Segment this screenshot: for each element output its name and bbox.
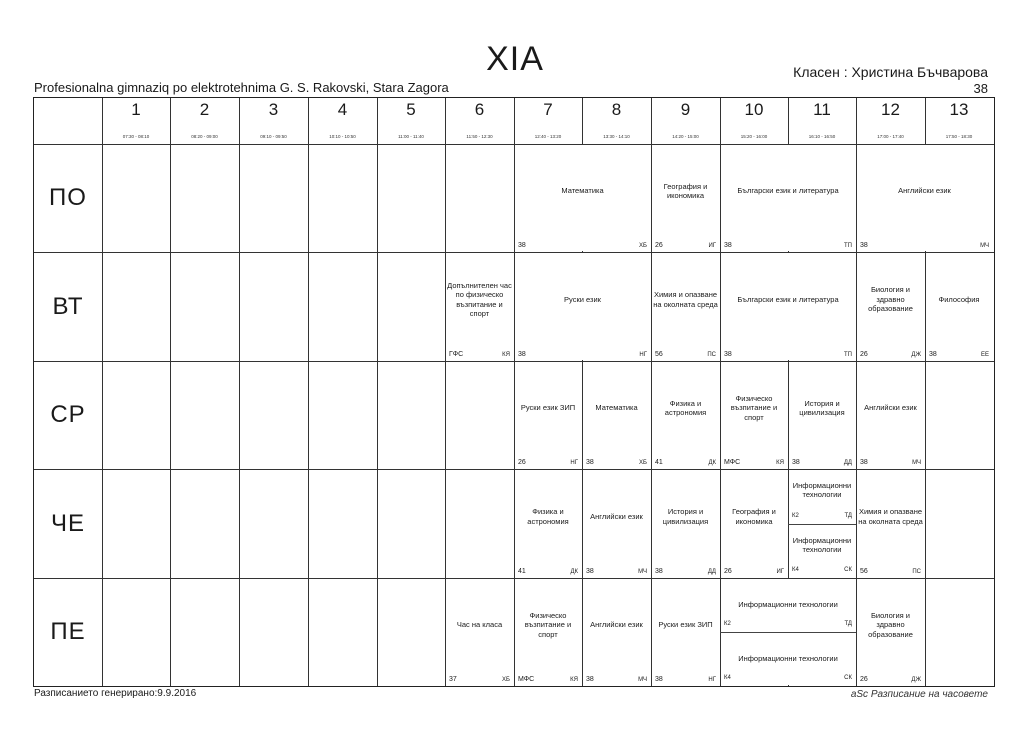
- lesson-teacher: МЧ: [638, 569, 647, 575]
- period-time: 07:30 - 08:10: [122, 134, 150, 139]
- lesson-teacher: ХБ: [639, 460, 647, 466]
- lesson-room: 41: [655, 459, 663, 466]
- split-divider: [720, 632, 856, 633]
- lesson-cell[interactable]: [582, 578, 651, 686]
- lesson-cell[interactable]: [856, 469, 925, 578]
- lesson-room: МФС: [724, 459, 741, 466]
- home-room: 38: [973, 81, 988, 96]
- lesson-cell[interactable]: [514, 578, 582, 686]
- lesson-teacher: ТП: [844, 243, 852, 249]
- period-time: 13:30 - 14:10: [603, 134, 630, 139]
- lesson-teacher: ТП: [844, 352, 852, 358]
- lesson-subject: Физическо възпитание и спорт: [730, 393, 778, 422]
- period-number: 12: [881, 100, 900, 119]
- lesson-room: 38: [586, 459, 594, 466]
- lesson-cell[interactable]: [445, 578, 514, 686]
- lesson-subject: Английски език: [590, 511, 643, 521]
- lesson-room: ГФС: [449, 351, 464, 358]
- lesson-teacher: ДК: [708, 460, 716, 466]
- lesson-cell[interactable]: [720, 578, 856, 686]
- period-number: 4: [337, 100, 348, 119]
- lesson-room: 26: [860, 676, 868, 683]
- day-label: ПЕ: [50, 618, 86, 645]
- lesson-cell[interactable]: [720, 144, 856, 252]
- lesson-subject: Информационни технологии: [738, 600, 838, 609]
- lesson-group: К4: [792, 567, 799, 573]
- lesson-teacher: ХБ: [639, 243, 647, 249]
- lesson-group: К2: [724, 621, 731, 627]
- lesson-subject: Руски език ЗИП: [658, 620, 713, 630]
- lesson-cell[interactable]: [514, 361, 582, 469]
- lesson-group: К4: [724, 675, 731, 681]
- grid-column-line: [239, 98, 240, 686]
- lesson-teacher: ЕЕ: [980, 352, 989, 358]
- lesson-subject: Допълнителен час по физическо възпитание и спорт: [447, 280, 512, 318]
- lesson-room: 38: [655, 568, 663, 575]
- lesson-subject: Биология и здравно образование: [868, 285, 913, 314]
- lesson-teacher: ИГ: [708, 243, 716, 249]
- lesson-cell[interactable]: [651, 578, 720, 686]
- lesson-subject: Информационни технологии: [792, 481, 852, 500]
- lesson-subject: Информационни технологии: [738, 654, 838, 663]
- lesson-teacher: МЧ: [638, 677, 647, 683]
- period-time: 08:20 - 09:00: [191, 134, 218, 139]
- day-label: ЧЕ: [50, 509, 85, 537]
- day-label: СР: [50, 401, 86, 428]
- lesson-room: 38: [860, 242, 868, 249]
- school-name: Profesionalna gimnaziq po elektrotehnima G. S. Rakovski, Stara Zagora: [34, 80, 449, 95]
- lesson-teacher: ДД: [843, 460, 852, 466]
- lesson-teacher: ИГ: [776, 569, 784, 575]
- lesson-teacher: СК: [844, 675, 852, 681]
- period-number: 6: [474, 100, 485, 119]
- lesson-room: 56: [860, 568, 868, 575]
- lesson-room: 38: [518, 351, 526, 358]
- period-number: 1: [131, 100, 141, 119]
- lesson-cell[interactable]: [651, 361, 720, 469]
- lesson-teacher: ПС: [912, 569, 921, 575]
- lesson-room: МФС: [518, 676, 535, 683]
- period-time: 17:50 - 18:30: [945, 134, 973, 139]
- lesson-subject: Английски език: [898, 186, 951, 196]
- period-time: 11:50 - 12:30: [466, 134, 493, 139]
- lesson-teacher: ДЖ: [911, 677, 921, 683]
- lesson-room: 38: [792, 459, 800, 466]
- day-label: ПО: [49, 184, 87, 211]
- lesson-room: 38: [586, 676, 594, 683]
- lesson-teacher: ДЖ: [911, 352, 921, 358]
- lesson-cell[interactable]: [856, 252, 925, 361]
- period-number: 2: [199, 100, 210, 119]
- lesson-teacher: ПС: [707, 352, 716, 358]
- grid-column-line: [102, 98, 103, 686]
- lesson-group: К2: [792, 512, 799, 519]
- lesson-cell[interactable]: [514, 144, 651, 252]
- period-time: 16:10 - 16:50: [808, 134, 836, 139]
- grid-column-line: [308, 98, 309, 686]
- lesson-teacher: ДК: [570, 569, 578, 575]
- lesson-room: 38: [518, 242, 526, 249]
- split-divider: [788, 524, 856, 525]
- lesson-teacher: КЯ: [776, 460, 784, 466]
- lesson-cell[interactable]: [720, 361, 788, 469]
- lesson-subject: География и икономика: [663, 181, 708, 200]
- lesson-subject: Физическо възпитание и спорт: [524, 610, 572, 639]
- lesson-teacher: КЯ: [570, 677, 578, 683]
- lesson-teacher: ДД: [707, 569, 716, 575]
- lesson-cell[interactable]: [651, 469, 720, 578]
- lesson-subject: Химия и опазване на околната среда: [653, 290, 718, 309]
- lesson-teacher: НГ: [570, 460, 578, 466]
- period-number: 3: [268, 100, 279, 119]
- class-title: XIA: [486, 40, 544, 78]
- period-time: 14:20 - 15:00: [672, 134, 699, 139]
- lesson-cell[interactable]: [925, 252, 993, 361]
- period-time: 15:20 - 16:00: [740, 134, 768, 139]
- lesson-cell[interactable]: [856, 578, 925, 686]
- lesson-cell[interactable]: [582, 469, 651, 578]
- lesson-room: 26: [655, 242, 663, 249]
- lesson-subject: Информационни технологии: [792, 535, 852, 554]
- lesson-cell[interactable]: [514, 252, 651, 361]
- lesson-room: 38: [655, 676, 663, 683]
- lesson-teacher: НГ: [708, 677, 716, 683]
- lesson-subject: Английски език: [590, 620, 643, 630]
- grid-column-line: [377, 98, 378, 686]
- generated-date: Разписанието генерирано:9.9.2016: [34, 688, 197, 699]
- lesson-cell[interactable]: [651, 252, 720, 361]
- lesson-teacher: СК: [844, 567, 852, 573]
- lesson-teacher: МЧ: [912, 460, 921, 466]
- lesson-subject: Български език и литература: [737, 186, 839, 196]
- lesson-cell[interactable]: [514, 469, 582, 578]
- lesson-teacher: ТД: [844, 512, 852, 519]
- lesson-cell[interactable]: [582, 361, 651, 469]
- lesson-subject: География и икономика: [732, 507, 776, 526]
- lesson-room: 26: [860, 351, 868, 358]
- lesson-room: 37: [449, 676, 457, 683]
- grid-column-line: [170, 98, 171, 686]
- lesson-room: 56: [655, 351, 663, 358]
- lesson-room: 26: [724, 568, 732, 575]
- period-time: 09:10 - 09:50: [260, 134, 287, 139]
- lesson-cell[interactable]: [651, 144, 720, 252]
- lesson-subject: Час на класа: [456, 620, 503, 630]
- period-number: 10: [744, 100, 764, 119]
- lesson-subject: Български език и литература: [737, 294, 839, 304]
- period-number: 13: [949, 100, 969, 119]
- lesson-subject: Химия и опазване на околната среда: [858, 507, 923, 526]
- lesson-subject: Математика: [595, 403, 638, 413]
- lesson-cell[interactable]: [856, 361, 925, 469]
- period-time: 11:00 - 11:40: [398, 134, 424, 139]
- lesson-subject: История и цивилизация: [799, 398, 845, 417]
- lesson-subject: Физика и астрономия: [664, 398, 707, 417]
- period-number: 7: [543, 100, 553, 119]
- period-number: 9: [680, 100, 691, 119]
- lesson-subject: Физика и астрономия: [527, 507, 569, 526]
- period-time: 17:00 - 17:40: [877, 134, 904, 139]
- lesson-cell[interactable]: [856, 144, 993, 252]
- lesson-subject: Философия: [938, 294, 980, 304]
- lesson-room: 41: [518, 568, 526, 575]
- lesson-subject: Английски език: [864, 403, 917, 413]
- lesson-room: 38: [724, 351, 732, 358]
- period-number: 5: [406, 100, 416, 119]
- software-brand: aSc Разписание на часовете: [850, 689, 988, 700]
- lesson-cell[interactable]: [720, 469, 788, 578]
- lesson-room: 26: [518, 459, 526, 466]
- day-label: ВТ: [52, 292, 84, 320]
- lesson-teacher: ХБ: [502, 677, 510, 683]
- lesson-cell[interactable]: [788, 361, 856, 469]
- lesson-room: 38: [586, 568, 594, 575]
- lesson-room: 38: [929, 351, 937, 358]
- period-number: 8: [611, 100, 622, 119]
- lesson-room: 38: [724, 242, 732, 249]
- lesson-cell[interactable]: [445, 252, 514, 361]
- lesson-cell[interactable]: [788, 469, 856, 578]
- period-time: 10:10 - 10:50: [329, 134, 356, 139]
- lesson-teacher: КЯ: [502, 352, 510, 358]
- period-number: 11: [813, 100, 831, 119]
- lesson-cell[interactable]: [720, 252, 856, 361]
- lesson-teacher: ТД: [844, 621, 852, 627]
- lesson-subject: Математика: [561, 186, 604, 196]
- lesson-subject: История и цивилизация: [662, 507, 709, 526]
- lesson-teacher: НГ: [639, 352, 647, 358]
- timetable-grid: [33, 97, 995, 687]
- lesson-subject: Руски език ЗИП: [520, 403, 576, 413]
- lesson-teacher: МЧ: [980, 243, 989, 249]
- period-time: 12:40 - 13:20: [534, 134, 562, 139]
- lesson-subject: Руски език: [564, 294, 601, 304]
- lesson-subject: Биология и здравно образование: [868, 610, 913, 639]
- lesson-room: 38: [860, 459, 868, 466]
- class-teacher: Класен : Христина Бъчварова: [793, 64, 988, 80]
